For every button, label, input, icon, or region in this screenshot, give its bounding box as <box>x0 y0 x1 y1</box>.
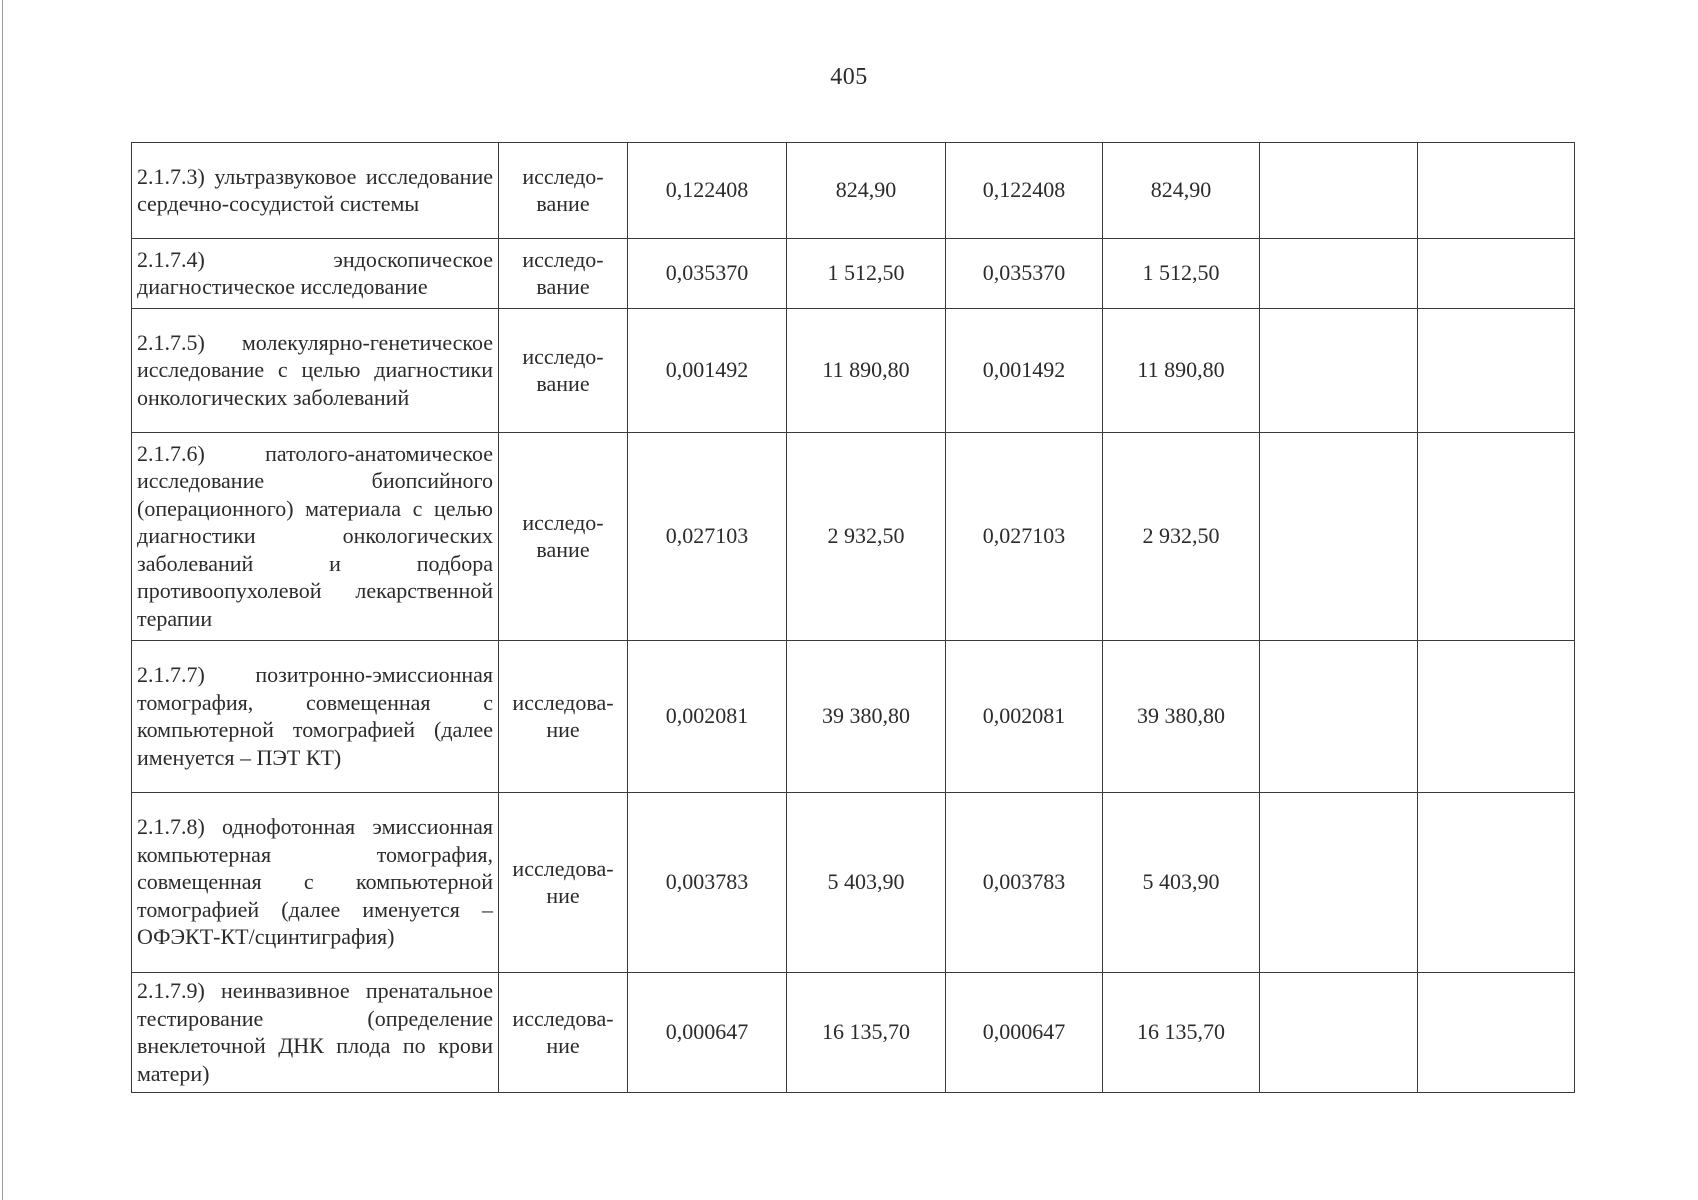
cost-cell: 2 932,50 <box>1103 433 1260 641</box>
service-name: 2.1.7.7) позитронно-эмиссионная томография, совмещенная с компьютерной томографией (далее именуется – ПЭТ КТ) <box>132 641 499 793</box>
empty-cell <box>1418 309 1575 433</box>
volume-cell: 0,027103 <box>946 433 1103 641</box>
cost-cell: 5 403,90 <box>1103 793 1260 973</box>
cost-cell: 1 512,50 <box>787 239 946 309</box>
volume-cell: 0,003783 <box>946 793 1103 973</box>
service-name: 2.1.7.4) эндоскопическое диагностическое исследование <box>132 239 499 309</box>
cost-cell: 2 932,50 <box>787 433 946 641</box>
volume-cell: 0,002081 <box>946 641 1103 793</box>
page-number: 405 <box>830 64 868 90</box>
table-row <box>132 239 1575 309</box>
cost-cell: 824,90 <box>787 143 946 239</box>
cost-cell: 824,90 <box>1103 143 1260 239</box>
unit-cell: исследо-вание <box>499 309 628 433</box>
service-name: 2.1.7.3) ультразвуковое исследование сердечно-сосудистой системы <box>132 143 499 239</box>
table-row <box>132 143 1575 239</box>
cost-cell: 11 890,80 <box>787 309 946 433</box>
volume-cell: 0,122408 <box>946 143 1103 239</box>
table-row <box>132 433 1575 641</box>
empty-cell <box>1418 143 1575 239</box>
unit-cell: исследо-вание <box>499 239 628 309</box>
empty-cell <box>1418 433 1575 641</box>
empty-cell <box>1418 793 1575 973</box>
volume-cell: 0,001492 <box>946 309 1103 433</box>
unit-cell: исследова-ние <box>499 793 628 973</box>
cost-cell: 16 135,70 <box>787 973 946 1093</box>
empty-cell <box>1260 309 1418 433</box>
volume-cell: 0,000647 <box>946 973 1103 1093</box>
volume-cell: 0,035370 <box>628 239 787 309</box>
unit-cell: исследова-ние <box>499 641 628 793</box>
service-name: 2.1.7.5) молекулярно-генетическое исследование с целью диагностики онкологических заболеваний <box>132 309 499 433</box>
unit-cell: исследо-вание <box>499 143 628 239</box>
volume-cell: 0,002081 <box>628 641 787 793</box>
table-row <box>132 641 1575 793</box>
services-table <box>131 142 1575 1093</box>
empty-cell <box>1418 239 1575 309</box>
table-row <box>132 973 1575 1093</box>
empty-cell <box>1260 641 1418 793</box>
scan-edge-line <box>2 0 3 1200</box>
volume-cell: 0,003783 <box>628 793 787 973</box>
empty-cell <box>1260 143 1418 239</box>
table-row <box>132 309 1575 433</box>
table-row <box>132 793 1575 973</box>
volume-cell: 0,035370 <box>946 239 1103 309</box>
volume-cell: 0,001492 <box>628 309 787 433</box>
cost-cell: 5 403,90 <box>787 793 946 973</box>
unit-cell: исследова-ние <box>499 973 628 1093</box>
cost-cell: 11 890,80 <box>1103 309 1260 433</box>
unit-cell: исследо-вание <box>499 433 628 641</box>
service-name: 2.1.7.6) патолого-анатомическое исследование биопсийного (операционного) материала с целью диагностики онкологических заболеваний и подбора противоопухолевой лекарственной терапии <box>132 433 499 641</box>
cost-cell: 39 380,80 <box>1103 641 1260 793</box>
empty-cell <box>1260 793 1418 973</box>
empty-cell <box>1260 973 1418 1093</box>
service-name: 2.1.7.8) однофотонная эмиссионная компьютерная томография, совмещенная с компьютерной томографией (далее именуется – ОФЭКТ-КТ/сцинтиграфия) <box>132 793 499 973</box>
empty-cell <box>1418 973 1575 1093</box>
cost-cell: 39 380,80 <box>787 641 946 793</box>
empty-cell <box>1418 641 1575 793</box>
service-name: 2.1.7.9) неинвазивное пренатальное тестирование (определение внеклеточной ДНК плода по крови матери) <box>132 973 499 1093</box>
volume-cell: 0,122408 <box>628 143 787 239</box>
cost-cell: 16 135,70 <box>1103 973 1260 1093</box>
empty-cell <box>1260 239 1418 309</box>
cost-cell: 1 512,50 <box>1103 239 1260 309</box>
volume-cell: 0,000647 <box>628 973 787 1093</box>
volume-cell: 0,027103 <box>628 433 787 641</box>
empty-cell <box>1260 433 1418 641</box>
